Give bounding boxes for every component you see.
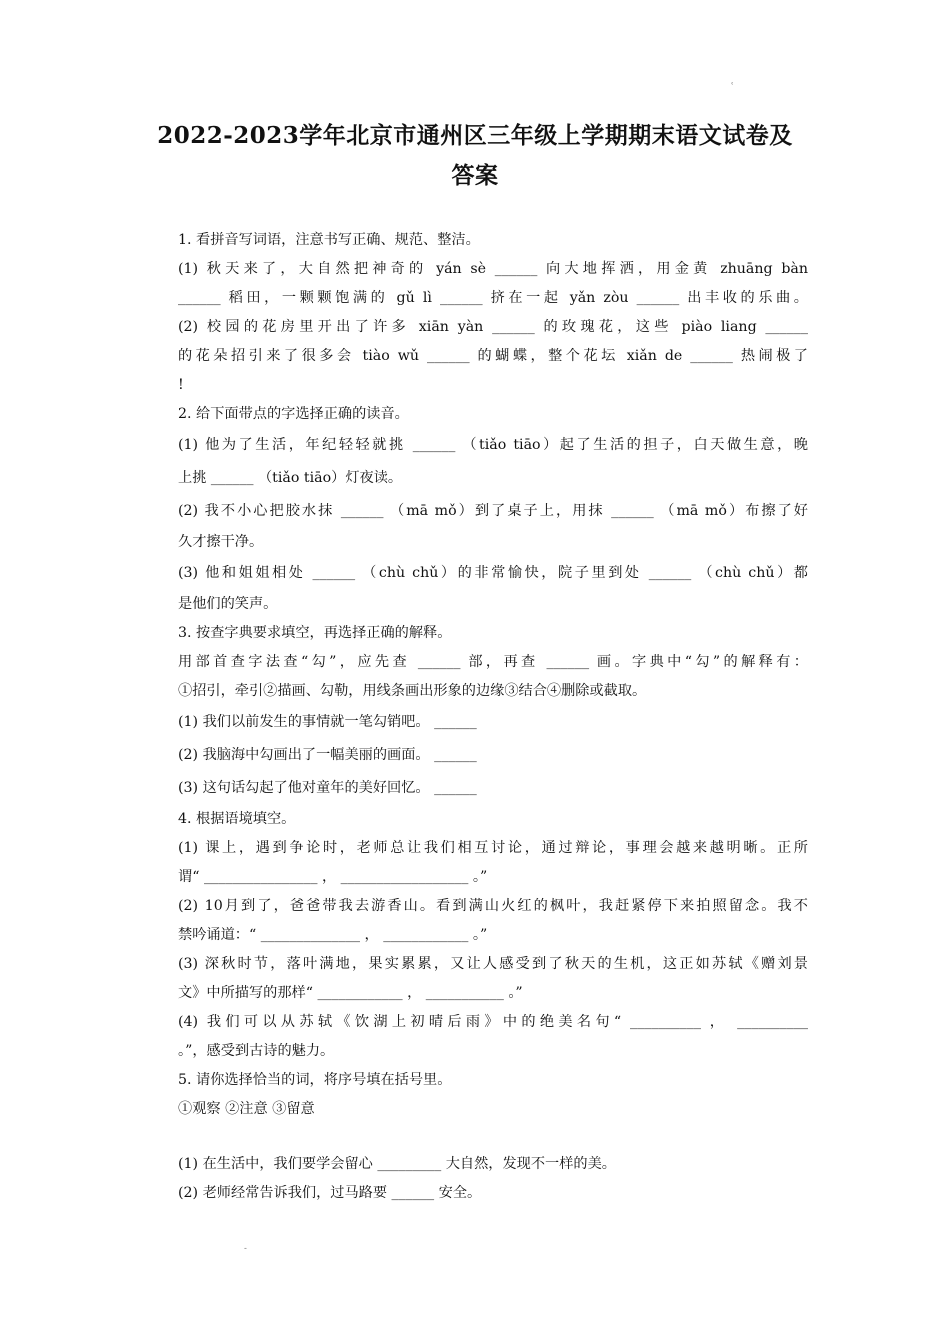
q3-item1: (1) 我们以前发生的事情就一笔勾销吧。 ______: [178, 714, 477, 730]
q4-item2-line1: (2) 10月到了，爸爸带我去游香山。看到满山火红的枫叶，我赶紧停下来拍照留念。我不: [178, 898, 808, 914]
q4-item3-line2: 文》中所描写的那样“ ____________ ， ___________ 。”: [178, 985, 523, 1001]
q4-item4-line2: 。”，感受到古诗的魅力。: [178, 1043, 335, 1059]
q4-item3-line1: (3) 深秋时节，落叶满地，果实累累，又让人感受到了秋天的生机，这正如苏轼《赠刘景: [178, 956, 808, 972]
q4-item1-line2: 谓“ ________________ ， __________________ 。”: [178, 869, 488, 885]
q3-intro-line1: 用部首查字法查“勾”，应先查 ______ 部，再查 ______ 画。字典中“勾”的解释有：: [178, 654, 808, 670]
q5-item1: (1) 在生活中，我们要学会留心 _________ 大自然，发现不一样的美。: [178, 1156, 616, 1172]
q1-item2-line3: !: [178, 377, 184, 393]
q2-item2-line1: (2) 我不小心把胶水抹 ______ （mā mǒ）到了桌子上，用抹 ______ （mā mǒ）布擦了好: [178, 503, 808, 519]
q4-heading: 4. 根据语境填空。: [178, 811, 296, 827]
spacer: [178, 1124, 808, 1150]
q4-item1-line1: (1) 课上，遇到争论时，老师总让我们相互讨论，通过辩论，事理会越来越明晰。正所: [178, 840, 808, 856]
exam-content: [178, 226, 808, 1208]
q1-item2-line2: 的花朵招引来了很多会 tiào wǔ ______ 的蝴蝶，整个花坛 xiǎn de ______ 热闹极了: [178, 348, 808, 364]
q2-heading: 2. 给下面带点的字选择正确的读音。: [178, 406, 409, 422]
q2-item2-line2: 久才擦干净。: [178, 534, 264, 550]
page-title: [110, 116, 840, 196]
q2-item1-line2: 上挑 ______ （tiǎo tiāo）灯夜读。: [178, 470, 403, 486]
q1-heading: 1. 看拼音写词语，注意书写正确、规范、整洁。: [178, 232, 480, 248]
corner-mark: ʿ: [731, 82, 734, 92]
title-line-2: 答案: [451, 162, 499, 189]
q3-heading: 3. 按查字典要求填空，再选择正确的解释。: [178, 625, 452, 641]
q3-intro-line2: ①招引，牵引②描画、勾勒，用线条画出形象的边缘③结合④删除或截取。: [178, 683, 647, 699]
q5-item2: (2) 老师经常告诉我们，过马路要 ______ 安全。: [178, 1185, 482, 1201]
q3-item2: (2) 我脑海中勾画出了一幅美丽的画面。 ______: [178, 747, 477, 763]
q1-item2-line1: (2) 校园的花房里开出了许多 xiān yàn ______ 的玫瑰花，这些 piào liang ______: [178, 319, 808, 335]
q4-item4-line1: (4) 我们可以从苏轼《饮湖上初晴后雨》中的绝美名句“ __________ ， __________: [178, 1014, 809, 1030]
q4-item2-line2: 禁吟诵道：“ ______________ ， ____________ 。”: [178, 927, 488, 943]
q2-item3-line2: 是他们的笑声。: [178, 596, 278, 612]
title-line-1: 2022-2023学年北京市通州区三年级上学期期末语文试卷及: [157, 122, 793, 149]
q1-item1-line1: (1) 秋天来了，大自然把神奇的 yán sè ______ 向大地挥洒，用金黄 zhuāng bàn: [178, 261, 808, 277]
footer-mark: ˗: [244, 1244, 247, 1254]
q2-item1-line1: (1) 他为了生活，年纪轻轻就挑 ______ （tiǎo tiāo）起了生活的担子，白天做生意，晚: [178, 437, 808, 453]
q1-item1-line2: ______ 稻田，一颗颗饱满的 gǔ lì ______ 挤在一起 yǎn zòu ______ 出丰收的乐曲。: [178, 290, 808, 306]
q3-item3: (3) 这句话勾起了他对童年的美好回忆。 ______: [178, 780, 477, 796]
q5-heading: 5. 请你选择恰当的词，将序号填在括号里。: [178, 1072, 452, 1088]
q2-item3-line1: (3) 他和姐姐相处 ______ （chù chǔ）的非常愉快，院子里到处 ______ （chù chǔ）都: [178, 565, 808, 581]
q5-options: ①观察 ②注意 ③留意: [178, 1101, 315, 1117]
